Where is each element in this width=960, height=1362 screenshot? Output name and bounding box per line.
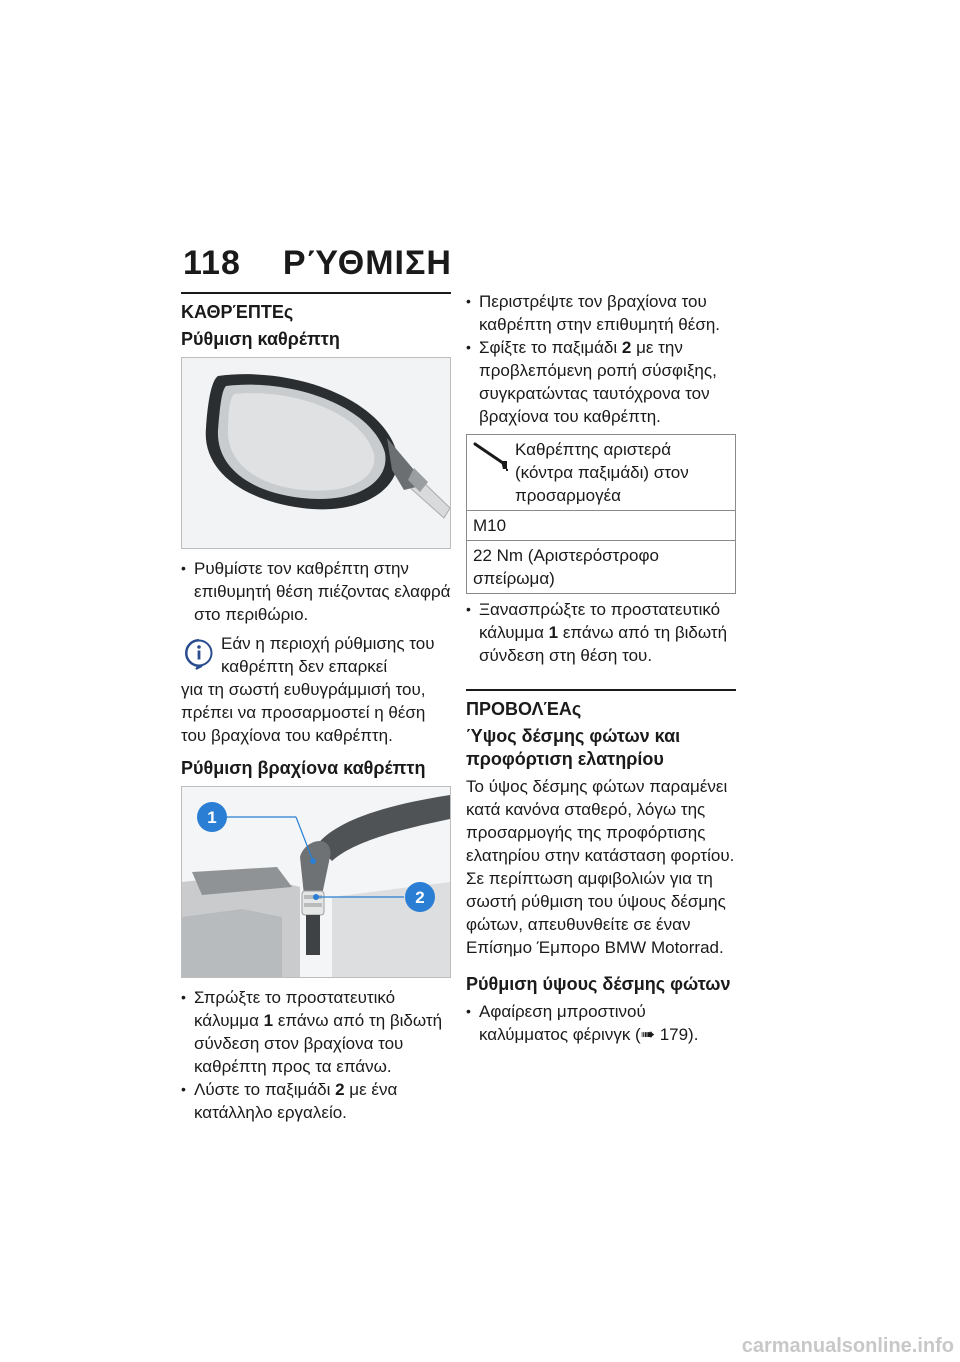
subsection-beam-height: Ύψος δέσμης φώτων και προφόρτιση ελατηρίου (466, 726, 681, 769)
section-divider (181, 292, 451, 294)
step-text: επάνω από τη βιδωτή σύνδεση στη θέση του. (479, 623, 728, 665)
step-text: Λύστε το παξιμάδι (194, 1080, 336, 1099)
section-title-headlight: ΠΡΟΒΟΛΈΑς (466, 699, 582, 719)
subsection-mirror-arm: Ρύθμιση βραχίονα καθρέπτη (181, 758, 426, 778)
paragraph: Το ύψος δέσμης φώτων παραμένει κατά κανόνα σταθερό, λόγω της προσαρμογής της προφόρτισης ελατηρίου στην κατάσταση φορτίου. (466, 777, 735, 865)
mirror-figure (181, 357, 451, 549)
list-item (466, 336, 736, 428)
step-text: Σφίξτε το παξιμάδι (479, 338, 622, 357)
mirror-adjust-steps (181, 557, 451, 626)
step-text: με ένα κατάλληλο εργαλείο. (194, 1080, 398, 1122)
note-text-first: Εάν η περιοχή ρύθμισης του καθρέπτη δεν επαρκεί (221, 634, 435, 676)
mirror-arm-steps (181, 986, 451, 1124)
list-item: • Περιστρέψτε τον βραχίονα του καθρέπτη στην επιθυμητή θέση. (466, 290, 736, 336)
torque-spec-table (466, 434, 736, 594)
list-item (466, 1000, 736, 1046)
mirror-arm-illustration (182, 787, 450, 977)
spec-torque: 22 Nm (Αριστερόστροφο σπείρωμα) (467, 541, 736, 594)
callout-1: 1 (207, 808, 217, 827)
list-item (181, 986, 451, 1078)
page-ref[interactable]: 179). (654, 1025, 699, 1044)
ref-number: 1 (263, 1011, 274, 1030)
list-item (181, 1078, 451, 1124)
subsection-mirror-adjust: Ρύθμιση καθρέπτη (181, 329, 340, 349)
chapter-title: ΡΎΘΜΙΣΗ (282, 244, 452, 282)
list-item: • Ρυθμίστε τον καθρέπτη στην επιθυμητή θέση πιέζοντας ελαφρά στο περιθώριο. (181, 557, 451, 626)
list-item (466, 598, 736, 667)
mirror-arm-final-step (466, 598, 736, 667)
spec-title: Καθρέπτης αριστερά (κόντρα παξιμάδι) στον προσαρμογέα (515, 440, 689, 505)
info-icon (184, 638, 214, 670)
step-text: Αφαίρεση μπροστινού καλύμματος φέρινγκ ( (479, 1002, 646, 1044)
paragraph: Σε περίπτωση αμφιβολιών για τη σωστή ρύθμιση του ύψους δέσμης φώτων, απευθυνθείτε σε έναν Επίσημο Έμπορο BMW Motorrad. (466, 869, 726, 957)
page-header (183, 244, 452, 283)
info-note (181, 632, 451, 747)
step-text: Σπρώξτε το προστατευτικό κάλυμμα (194, 988, 396, 1030)
callout-2: 2 (415, 888, 425, 907)
spec-thread: M10 (467, 511, 736, 541)
section-divider (466, 689, 736, 691)
mirror-illustration (182, 358, 450, 548)
mirror-arm-steps-continued (466, 290, 736, 428)
left-column (181, 292, 451, 1124)
step-text: Ξανασπρώξτε το προστατευτικό κάλυμμα (479, 600, 721, 642)
section-title-mirrors: ΚΑΘΡΈΠΤΕς (181, 302, 294, 322)
beam-adjust-steps (466, 1000, 736, 1046)
ref-number: 1 (548, 623, 559, 642)
step-text: επάνω από τη βιδωτή σύνδεση στον βραχίονα του καθρέπτη προς τα επάνω. (194, 1011, 443, 1076)
step-text: με την προβλεπόμενη ροπή σύσφιξης, συγκρατώντας ταυτόχρονα τον βραχίονα του καθρέπτη. (479, 338, 717, 426)
ref-number: 2 (621, 338, 632, 357)
page-number: 118 (183, 244, 241, 282)
page-ref-arrow-icon: ➠ (640, 1025, 655, 1044)
mirror-arm-figure (181, 786, 451, 978)
spec-title-cell (467, 435, 736, 511)
subsection-beam-adjust: Ρύθμιση ύψους δέσμης φώτων (466, 974, 731, 994)
note-text-rest: για τη σωστή ευθυγράμμισή του, πρέπει να προσαρμοστεί η θέση του βραχίονα του καθρέπτη. (181, 680, 426, 745)
torque-wrench-icon (473, 441, 513, 471)
watermark: carmanualsonline.info (741, 1335, 954, 1357)
right-column (466, 290, 736, 1046)
ref-number: 2 (335, 1080, 345, 1099)
